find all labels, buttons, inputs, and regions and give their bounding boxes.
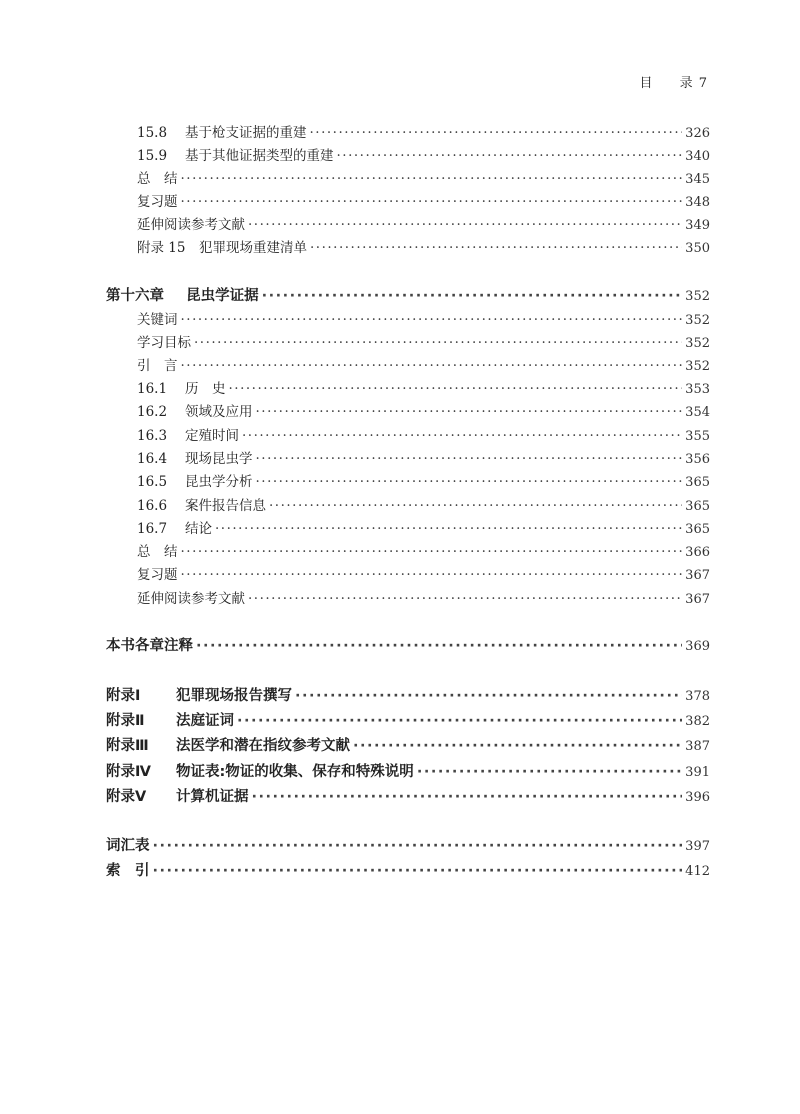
leader-dots	[295, 688, 682, 704]
leader-dots	[215, 521, 682, 537]
toc-entry-16-7[interactable]	[0, 517, 710, 539]
leader-dots	[196, 638, 682, 654]
entry-page: 396	[685, 790, 710, 805]
leader-dots	[242, 428, 682, 444]
leader-dots	[262, 288, 683, 304]
appendix-title: 物证表:物证的收集、保存和特殊说明	[176, 764, 414, 780]
entry-page: 382	[685, 714, 710, 729]
leader-dots	[153, 838, 683, 854]
entry-page: 352	[685, 289, 710, 304]
toc-entry-15-9[interactable]	[0, 144, 710, 166]
entry-title: 昆虫学分析	[185, 474, 253, 490]
entry-title: 总 结	[137, 171, 178, 187]
entry-title: 复习题	[137, 194, 178, 210]
leader-dots	[181, 567, 683, 583]
entry-page: 355	[685, 429, 710, 444]
toc-chapter-notes[interactable]	[0, 634, 710, 656]
entry-page: 352	[685, 359, 710, 374]
entry-title: 结论	[185, 521, 212, 537]
entry-title: 延伸阅读参考文献	[137, 591, 245, 607]
toc-entry-16-3[interactable]	[0, 424, 710, 446]
leader-dots	[181, 194, 683, 210]
leader-dots	[256, 404, 683, 420]
appendix-label: 附录Ⅱ	[106, 713, 145, 729]
toc-appendix-1[interactable]	[0, 684, 710, 706]
leader-dots	[248, 591, 682, 607]
entry-page: 348	[685, 195, 710, 210]
entry-title: 案件报告信息	[185, 498, 266, 514]
entry-page: 367	[685, 568, 710, 583]
leader-dots	[194, 335, 682, 351]
chapter-title: 词汇表	[106, 838, 150, 854]
chapter-title: 本书各章注释	[106, 638, 193, 654]
entry-page: 349	[685, 218, 710, 233]
leader-dots	[181, 171, 683, 187]
entry-page: 365	[685, 475, 710, 490]
toc-entry-16-4[interactable]	[0, 447, 710, 469]
toc-entry-objectives[interactable]	[0, 331, 710, 353]
appendix-title: 犯罪现场报告撰写	[176, 688, 292, 704]
leader-dots	[256, 451, 683, 467]
entry-page: 387	[685, 739, 710, 754]
chapter-title: 昆虫学证据	[186, 288, 259, 304]
entry-number: 16.1	[137, 381, 168, 397]
leader-dots	[353, 738, 682, 754]
header-page-number: 7	[698, 76, 708, 91]
entry-page: 412	[685, 864, 710, 879]
entry-page: 367	[685, 592, 710, 607]
entry-number: 16.3	[137, 428, 168, 444]
entry-number: 16.5	[137, 474, 168, 490]
leader-dots	[248, 217, 682, 233]
toc-entry-16-1[interactable]	[0, 377, 710, 399]
toc-entry-keywords[interactable]	[0, 308, 710, 330]
toc-entry-reading-16[interactable]	[0, 587, 710, 609]
toc-entry-review-15[interactable]	[0, 190, 710, 212]
leader-dots	[181, 358, 683, 374]
appendix-title: 法庭证词	[176, 713, 234, 729]
toc-chapter-16[interactable]	[0, 284, 710, 306]
entry-page: 353	[685, 382, 710, 397]
entry-title: 附录 15 犯罪现场重建清单	[137, 240, 307, 256]
entry-title: 领域及应用	[185, 404, 253, 420]
entry-page: 340	[685, 149, 710, 164]
entry-title: 定殖时间	[185, 428, 239, 444]
leader-dots	[269, 498, 682, 514]
entry-page: 365	[685, 499, 710, 514]
entry-title: 引 言	[137, 358, 178, 374]
toc-appendix-4[interactable]	[0, 760, 710, 782]
leader-dots	[256, 474, 683, 490]
toc-entry-15-8[interactable]	[0, 121, 710, 143]
leader-dots	[417, 764, 682, 780]
toc-appendix-2[interactable]	[0, 709, 710, 731]
leader-dots	[153, 863, 683, 879]
appendix-label: 附录Ⅴ	[106, 789, 147, 805]
header-right: 录	[679, 76, 694, 91]
entry-title: 历 史	[185, 381, 226, 397]
toc-entry-appendix-15[interactable]	[0, 236, 710, 258]
toc-entry-16-6[interactable]	[0, 494, 710, 516]
entry-page: 356	[685, 452, 710, 467]
entry-title: 关键词	[137, 312, 178, 328]
entry-number: 16.7	[137, 521, 168, 537]
entry-title: 现场昆虫学	[185, 451, 253, 467]
entry-title: 基于枪支证据的重建	[185, 125, 307, 141]
toc-entry-16-2[interactable]	[0, 400, 710, 422]
entry-page: 326	[685, 126, 710, 141]
entry-page: 397	[685, 839, 710, 854]
chapter-label: 第十六章	[106, 288, 164, 304]
chapter-title: 索 引	[106, 863, 150, 879]
entry-page: 369	[685, 639, 710, 654]
leader-dots	[237, 713, 682, 729]
leader-dots	[181, 544, 683, 560]
leader-dots	[310, 125, 683, 141]
entry-page: 352	[685, 336, 710, 351]
entry-page: 354	[685, 405, 710, 420]
entry-number: 16.2	[137, 404, 168, 420]
leader-dots	[310, 240, 682, 256]
toc-entry-intro[interactable]	[0, 354, 710, 376]
entry-title: 复习题	[137, 567, 178, 583]
leader-dots	[252, 789, 683, 805]
entry-number: 15.9	[137, 148, 168, 164]
entry-page: 378	[685, 689, 710, 704]
entry-number: 16.6	[137, 498, 168, 514]
appendix-title: 计算机证据	[176, 789, 249, 805]
entry-title: 学习目标	[137, 335, 191, 351]
leader-dots	[229, 381, 683, 397]
entry-page: 366	[685, 545, 710, 560]
toc-glossary[interactable]	[0, 834, 710, 856]
entry-title: 延伸阅读参考文献	[137, 217, 245, 233]
toc-entry-review-16[interactable]	[0, 563, 710, 585]
appendix-label: 附录Ⅲ	[106, 738, 149, 754]
appendix-label: 附录Ⅰ	[106, 688, 141, 704]
leader-dots	[181, 312, 683, 328]
entry-page: 391	[685, 765, 710, 780]
entry-number: 16.4	[137, 451, 168, 467]
toc-entry-16-5[interactable]	[0, 470, 710, 492]
toc-appendix-5[interactable]	[0, 785, 710, 807]
header-left: 目	[639, 76, 654, 91]
entry-title: 总 结	[137, 544, 178, 560]
toc-index[interactable]	[0, 859, 710, 881]
toc-entry-summary-16[interactable]	[0, 540, 710, 562]
toc-entry-reading-15[interactable]	[0, 213, 710, 235]
entry-page: 350	[685, 241, 710, 256]
entry-title: 基于其他证据类型的重建	[185, 148, 334, 164]
entry-page: 365	[685, 522, 710, 537]
toc-appendix-3[interactable]	[0, 734, 710, 756]
leader-dots	[337, 148, 683, 164]
appendix-title: 法医学和潜在指纹参考文献	[176, 738, 350, 754]
entry-page: 345	[685, 172, 710, 187]
entry-page: 352	[685, 313, 710, 328]
toc-entry-summary-15[interactable]	[0, 167, 710, 189]
appendix-label: 附录Ⅳ	[106, 764, 151, 780]
entry-number: 15.8	[137, 125, 168, 141]
